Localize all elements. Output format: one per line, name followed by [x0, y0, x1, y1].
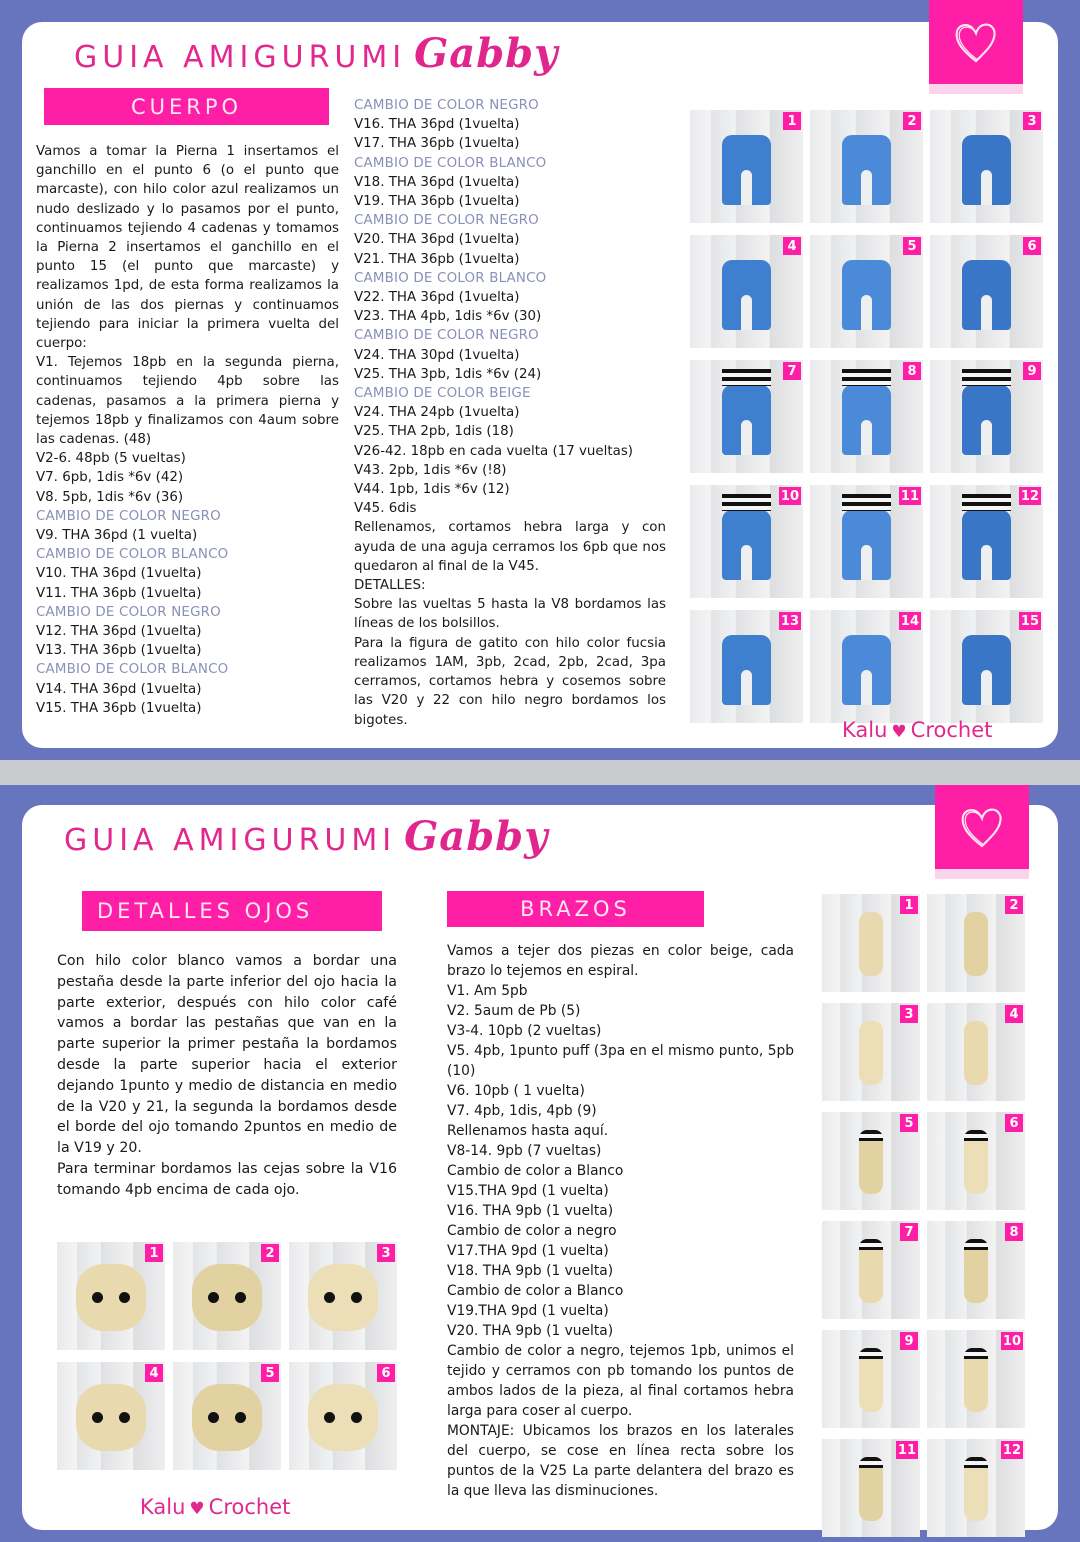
color-change-label: CAMBIO DE COLOR NEGRO	[354, 98, 539, 113]
round-step: V17. THA 36pb (1vuelta)	[354, 136, 520, 152]
page-title	[64, 813, 548, 860]
finish-paragraph: Rellenamos, cortamos hebra larga y con ayuda de una aguja cerramos los 6pb que nos quedaron al final de la V45.	[354, 520, 666, 574]
arms-text-column	[447, 941, 794, 1501]
step-photo	[930, 110, 1043, 223]
color-change-label: CAMBIO DE COLOR BLANCO	[354, 270, 547, 286]
step-photo	[173, 1242, 281, 1350]
step-photo	[822, 1330, 920, 1428]
round-list-2	[354, 96, 666, 518]
round-step: Cambio de color a Blanco	[447, 1283, 624, 1299]
step-photo	[690, 110, 803, 223]
step-photo	[289, 1362, 397, 1470]
round-step: Cambio de color a Blanco	[447, 1163, 624, 1179]
brand-signature	[140, 1495, 290, 1519]
title-script: Gabby	[414, 30, 559, 77]
crochet-piece	[964, 1239, 988, 1304]
crochet-piece	[192, 1264, 261, 1331]
arms-round-list-1	[447, 981, 794, 1041]
step-number-badge: 9	[900, 1332, 918, 1350]
step-photo	[173, 1362, 281, 1470]
section-header-cuerpo: CUERPO	[44, 88, 329, 125]
step-number-badge: 12	[1002, 1442, 1021, 1458]
step-photo	[810, 235, 923, 348]
round-step: Cambio de color a negro	[447, 1223, 617, 1239]
crochet-piece	[842, 135, 892, 205]
step-photo	[810, 485, 923, 598]
round-step: V13. THA 36pb (1vuelta)	[36, 643, 202, 659]
section-header-brazos: BRAZOS	[447, 891, 704, 927]
round-step: V17.THA 9pd (1 vuelta)	[447, 1243, 609, 1259]
step-number-badge: 5	[261, 1364, 279, 1382]
crochet-piece	[962, 510, 1012, 580]
crochet-piece	[842, 510, 892, 580]
brand-right: Crochet	[910, 718, 993, 742]
title-main: GUIA AMIGURUMI	[64, 823, 397, 858]
heart-icon: ♥	[891, 722, 907, 742]
section-header-detalles-ojos: DETALLES OJOS	[82, 891, 382, 931]
brand-right: Crochet	[208, 1495, 291, 1519]
color-change-label: CAMBIO DE COLOR NEGRO	[36, 508, 221, 524]
round-step: Rellenamos hasta aquí.	[447, 1123, 609, 1139]
eyes-text-column	[57, 951, 397, 1201]
title-script: Gabby	[404, 813, 549, 860]
step-number-badge: 7	[783, 362, 801, 380]
step-number-badge: 13	[780, 613, 799, 629]
page-ojos-brazos	[0, 785, 1080, 1542]
round-step: V19. THA 36pb (1vuelta)	[354, 194, 520, 210]
crochet-piece	[962, 260, 1012, 330]
step-photo	[822, 1112, 920, 1210]
round-step: V15. THA 36pb (1vuelta)	[36, 700, 202, 716]
step-photo	[927, 1221, 1025, 1319]
heart-icon: ♥	[189, 1499, 205, 1519]
color-change-label: CAMBIO DE COLOR NEGRO	[354, 328, 539, 344]
crochet-piece	[722, 260, 772, 330]
page-title	[74, 30, 558, 77]
step-photo	[930, 235, 1043, 348]
crochet-piece	[308, 1384, 377, 1451]
step-number-badge: 4	[145, 1364, 163, 1382]
step-photo	[57, 1242, 165, 1350]
crochet-piece	[962, 135, 1012, 205]
round-step: V23. THA 4pb, 1dis *6v (30)	[354, 309, 542, 325]
color-change-label: CAMBIO DE COLOR BLANCO	[36, 662, 229, 678]
crochet-piece	[842, 635, 892, 705]
crochet-piece	[722, 385, 772, 455]
crochet-piece	[722, 510, 772, 580]
round-step: V1. Am 5pb	[447, 983, 528, 999]
step-number-badge: 4	[783, 237, 801, 255]
step-number-badge: 10	[780, 488, 799, 504]
round-step: V16. THA 36pd (1vuelta)	[354, 117, 520, 133]
step-photo	[927, 1439, 1025, 1537]
crochet-piece	[722, 635, 772, 705]
crochet-piece	[964, 1130, 988, 1195]
crochet-piece	[859, 1130, 883, 1195]
step-photo	[930, 360, 1043, 473]
crochet-piece	[76, 1264, 145, 1331]
step-number-badge: 6	[1005, 1114, 1023, 1132]
heart-outline-icon	[950, 16, 1002, 68]
step-number-badge: 15	[1020, 613, 1039, 629]
round-step: V44. 1pb, 1dis *6v (12)	[354, 482, 510, 498]
step-number-badge: 11	[897, 1442, 916, 1458]
round-step: V22. THA 36pd (1vuelta)	[354, 290, 520, 306]
step-number-badge: 8	[903, 362, 921, 380]
step-photo	[690, 610, 803, 723]
round-step: V8-14. 9pb (7 vueltas)	[447, 1143, 602, 1159]
round-step: V45. 6dis	[354, 501, 417, 517]
round-step: V3-4. 10pb (2 vueltas)	[447, 1023, 602, 1039]
step-number-badge: 2	[1005, 896, 1023, 914]
crochet-piece	[964, 1021, 988, 1086]
round-step: V21. THA 36pb (1vuelta)	[354, 251, 520, 267]
round-step: V25. THA 3pb, 1dis *6v (24)	[354, 366, 542, 382]
step-photo	[690, 235, 803, 348]
step-number-badge: 3	[377, 1244, 395, 1262]
heart-badge	[935, 785, 1029, 869]
step-photo	[810, 360, 923, 473]
arms-intro: Vamos a tejer dos piezas en color beige, cada brazo lo tejemos en espiral.	[447, 943, 794, 979]
round-step: V7. 4pb, 1dis, 4pb (9)	[447, 1103, 597, 1119]
round-step: V20. THA 36pd (1vuelta)	[354, 232, 520, 248]
brand-left: Kalu	[140, 1495, 186, 1519]
eyes-paragraph-1: Con hilo color blanco vamos a bordar una pestaña desde la parte inferior del ojo hacia la parte exterior, después con hilo color café vamos a bordar las pestañas que van en la parte superior la primer pestaña la bordamos desde la parte superior hacia el exterior dejando 1punto y medio de distancia en medio de la V20 y 21, la segunda la bordamos desde el borde del ojo tomando 2puntos en medio de la V19 y 20.	[57, 953, 397, 1157]
step-number-badge: 4	[1005, 1005, 1023, 1023]
crochet-piece	[964, 1457, 988, 1522]
step-number-badge: 3	[1023, 112, 1041, 130]
round-step: V24. THA 24pb (1vuelta)	[354, 405, 520, 421]
step-number-badge: 1	[900, 896, 918, 914]
round-step: V9. THA 36pd (1 vuelta)	[36, 528, 198, 544]
step-number-badge: 10	[1002, 1333, 1021, 1349]
arms-close-paragraph: Cambio de color a negro, tejemos 1pb, unimos el tejido y cerramos con pb tomando los puntos de ambos lados de la pieza, al final cortamos hebra larga para coser al cuerpo.	[447, 1343, 794, 1419]
step-number-badge: 11	[900, 488, 919, 504]
eyes-paragraph-2: Para terminar bordamos las cejas sobre la V16 tomando 4pb encima de cada ojo.	[57, 1160, 397, 1198]
step-photo	[927, 1330, 1025, 1428]
step-number-badge: 5	[900, 1114, 918, 1132]
brand-signature	[842, 718, 992, 742]
crochet-piece	[859, 912, 883, 977]
brand-left: Kalu	[842, 718, 888, 742]
details-pockets-paragraph: Sobre las vueltas 5 hasta la V8 bordamos las líneas de los bolsillos.	[354, 597, 666, 632]
page-cuerpo	[0, 0, 1080, 760]
content-card	[22, 805, 1058, 1530]
content-card	[22, 22, 1058, 748]
round-step: V25. THA 2pb, 1dis (18)	[354, 424, 514, 440]
round-step: V16. THA 9pb (1 vuelta)	[447, 1203, 614, 1219]
step-number-badge: 8	[1005, 1223, 1023, 1241]
round-step: V2. 5aum de Pb (5)	[447, 1003, 581, 1019]
crochet-piece	[76, 1384, 145, 1451]
round-step: V8. 5pb, 1dis *6v (36)	[36, 489, 184, 505]
step-number-badge: 6	[377, 1364, 395, 1382]
round-step: V12. THA 36pd (1vuelta)	[36, 624, 202, 640]
round-v1-paragraph: V1. Tejemos 18pb en la segunda pierna, continuamos tejiendo 4pb sobre las cadenas, pasamos a la primera pierna y tejemos 18pb y finalizamos con 4aum sobre las cadenas. (48)	[36, 355, 339, 448]
crochet-piece	[842, 385, 892, 455]
step-photo	[289, 1242, 397, 1350]
step-number-badge: 2	[903, 112, 921, 130]
crochet-piece	[859, 1239, 883, 1304]
title-main: GUIA AMIGURUMI	[74, 40, 407, 75]
step-number-badge: 2	[261, 1244, 279, 1262]
heart-badge	[929, 0, 1023, 84]
round-step: V18. THA 9pb (1 vuelta)	[447, 1263, 614, 1279]
step-number-badge: 1	[783, 112, 801, 130]
step-number-badge: 1	[145, 1244, 163, 1262]
color-change-label: CAMBIO DE COLOR BLANCO	[36, 547, 229, 563]
arms-round-v5: V5. 4pb, 1punto puff (3pa en el mismo punto, 5pb (10)	[447, 1043, 794, 1079]
round-step: V11. THA 36pb (1vuelta)	[36, 585, 202, 601]
round-step: V6. 10pb ( 1 vuelta)	[447, 1083, 585, 1099]
text-column-2	[354, 96, 666, 730]
details-cat-paragraph: Para la figura de gatito con hilo color fucsia realizamos 1AM, 3pb, 2cad, 2pb, 2cad, 3pa cerramos, cortamos hebra y cosemos sobre las V20 y 22 con hilo negro bordamos los bigotes.	[354, 635, 666, 728]
crochet-piece	[962, 635, 1012, 705]
round-step: V26-42. 18pb en cada vuelta (17 vueltas)	[354, 443, 634, 459]
step-number-badge: 9	[1023, 362, 1041, 380]
step-photo	[690, 360, 803, 473]
step-photo	[927, 894, 1025, 992]
step-photo	[810, 610, 923, 723]
round-step: V43. 2pb, 1dis *6v (!8)	[354, 462, 507, 478]
arms-photo-grid	[822, 894, 1025, 1537]
step-photo	[822, 1221, 920, 1319]
crochet-piece	[308, 1264, 377, 1331]
round-step: V2-6. 48pb (5 vueltas)	[36, 451, 186, 467]
color-change-label: CAMBIO DE COLOR NEGRO	[354, 213, 539, 229]
crochet-piece	[859, 1457, 883, 1522]
round-list-1	[36, 449, 339, 718]
eyes-photo-grid	[57, 1242, 397, 1470]
step-photo	[57, 1362, 165, 1470]
arms-montaje-paragraph: MONTAJE: Ubicamos los brazos en los laterales del cuerpo, se cose en línea recta sobre los puntos de la V25 La parte delantera del brazo es la que lleva las disminuciones.	[447, 1423, 794, 1499]
round-step: V20. THA 9pb (1 vuelta)	[447, 1323, 614, 1339]
crochet-piece	[859, 1348, 883, 1413]
step-photo	[690, 485, 803, 598]
heart-outline-icon	[956, 801, 1008, 853]
color-change-label: CAMBIO DE COLOR NEGRO	[36, 604, 221, 620]
crochet-piece	[964, 1348, 988, 1413]
crochet-piece	[192, 1384, 261, 1451]
step-photo	[822, 1003, 920, 1101]
step-photo	[930, 485, 1043, 598]
step-number-badge: 14	[900, 613, 919, 629]
step-number-badge: 5	[903, 237, 921, 255]
details-label: DETALLES:	[354, 578, 426, 594]
page-separator	[0, 760, 1080, 785]
crochet-piece	[842, 260, 892, 330]
crochet-piece	[962, 385, 1012, 455]
arms-round-list-2	[447, 1081, 794, 1341]
crochet-piece	[722, 135, 772, 205]
color-change-label: CAMBIO DE COLOR BEIGE	[354, 386, 531, 402]
step-photo-grid	[690, 110, 1043, 723]
step-number-badge: 6	[1023, 237, 1041, 255]
step-number-badge: 12	[1020, 488, 1039, 504]
step-photo	[930, 610, 1043, 723]
text-column-1	[36, 142, 339, 718]
round-step: V15.THA 9pd (1 vuelta)	[447, 1183, 609, 1199]
step-photo	[822, 894, 920, 992]
intro-paragraph: Vamos a tomar la Pierna 1 insertamos el ganchillo en el punto 6 (o el punto que marcaste), con hilo color azul realizamos un nudo deslizado y lo pasamos por el punto, continuamos tejiendo 4 cadenas y tomamos la Pierna 2 insertamos el ganchillo en el punto 15 (el punto que marcaste) y realizamos 1pd, de esta forma realizamos la unión de las dos piernas y continuamos tejiendo para iniciar la primera vuelta del cuerpo:	[36, 144, 339, 352]
step-number-badge: 7	[900, 1223, 918, 1241]
step-photo	[822, 1439, 920, 1537]
step-number-badge: 3	[900, 1005, 918, 1023]
round-step: V19.THA 9pd (1 vuelta)	[447, 1303, 609, 1319]
step-photo	[810, 110, 923, 223]
round-step: V7. 6pb, 1dis *6v (42)	[36, 470, 184, 486]
color-change-label: CAMBIO DE COLOR BLANCO	[354, 155, 547, 171]
round-step: V24. THA 30pd (1vuelta)	[354, 347, 520, 363]
round-step: V10. THA 36pd (1vuelta)	[36, 566, 202, 582]
crochet-piece	[964, 912, 988, 977]
round-step: V18. THA 36pd (1vuelta)	[354, 174, 520, 190]
crochet-piece	[859, 1021, 883, 1086]
step-photo	[927, 1112, 1025, 1210]
step-photo	[927, 1003, 1025, 1101]
round-step: V14. THA 36pd (1vuelta)	[36, 681, 202, 697]
